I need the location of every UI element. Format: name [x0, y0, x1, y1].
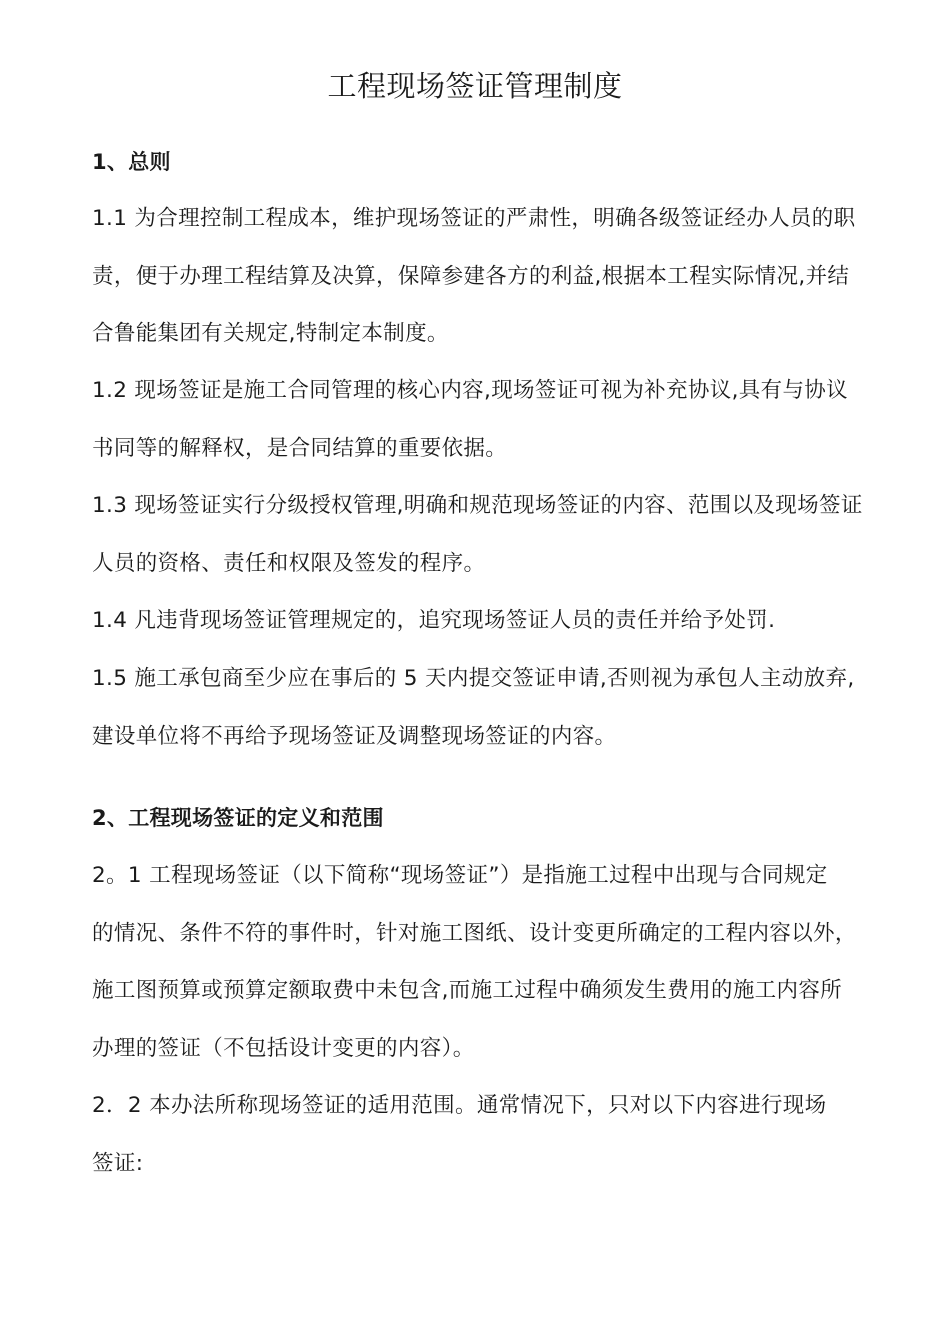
- paragraph-line: 1.1 为合理控制工程成本，维护现场签证的严肃性，明确各级签证经办人员的职: [92, 206, 856, 231]
- paragraph-line: 人员的资格、责任和权限及签发的程序。: [92, 550, 486, 576]
- paragraph-1-2: [92, 362, 872, 477]
- paragraph-line: 办理的签证（不包括设计变更的内容）。: [92, 1035, 475, 1061]
- paragraph-1-5: [92, 650, 872, 765]
- paragraph-1-3: [92, 477, 872, 592]
- paragraph-line: 合鲁能集团有关规定,特制定本制度。: [92, 321, 449, 346]
- paragraph-2-2: [92, 1077, 872, 1192]
- paragraph-1-1: [92, 190, 872, 363]
- paragraph-line: 签证:: [92, 1150, 144, 1176]
- paragraph-line: 的情况、条件不符的事件时，针对施工图纸、设计变更所确定的工程内容以外，: [92, 920, 857, 946]
- paragraph-line: 责，便于办理工程结算及决算，保障参建各方的利益,根据本工程实际情况,并结: [92, 263, 850, 289]
- paragraph-line: 建设单位将不再给予现场签证及调整现场签证的内容。: [92, 723, 617, 749]
- section-1-heading: 1、总则: [92, 150, 171, 174]
- paragraph-2-1: [92, 847, 872, 1077]
- document-title: 工程现场签证管理制度: [327, 69, 623, 103]
- paragraph-line: 2．2 本办法所称现场签证的适用范围。通常情况下，只对以下内容进行现场: [92, 1093, 827, 1118]
- paragraph-1-4: [92, 592, 872, 650]
- paragraph-line: 1.2 现场签证是施工合同管理的核心内容,现场签证可视为补充协议,具有与协议: [92, 378, 848, 403]
- paragraph-line: 书同等的解释权，是合同结算的重要依据。: [92, 435, 508, 461]
- paragraph-line: 施工图预算或预算定额取费中未包含,而施工过程中确须发生费用的施工内容所: [92, 978, 843, 1003]
- paragraph-line: 1.4 凡违背现场签证管理规定的，追究现场签证人员的责任并给予处罚.: [92, 608, 776, 633]
- paragraph-line: 1.3 现场签证实行分级授权管理,明确和规范现场签证的内容、范围以及现场签证: [92, 493, 863, 518]
- paragraph-line: 1.5 施工承包商至少应在事后的 5 天内提交签证申请,否则视为承包人主动放弃,: [92, 666, 855, 691]
- paragraph-line: 2。1 工程现场签证（以下简称“现场签证”）是指施工过程中出现与合同规定: [92, 863, 828, 888]
- section-2-heading: 2、工程现场签证的定义和范围: [92, 806, 384, 830]
